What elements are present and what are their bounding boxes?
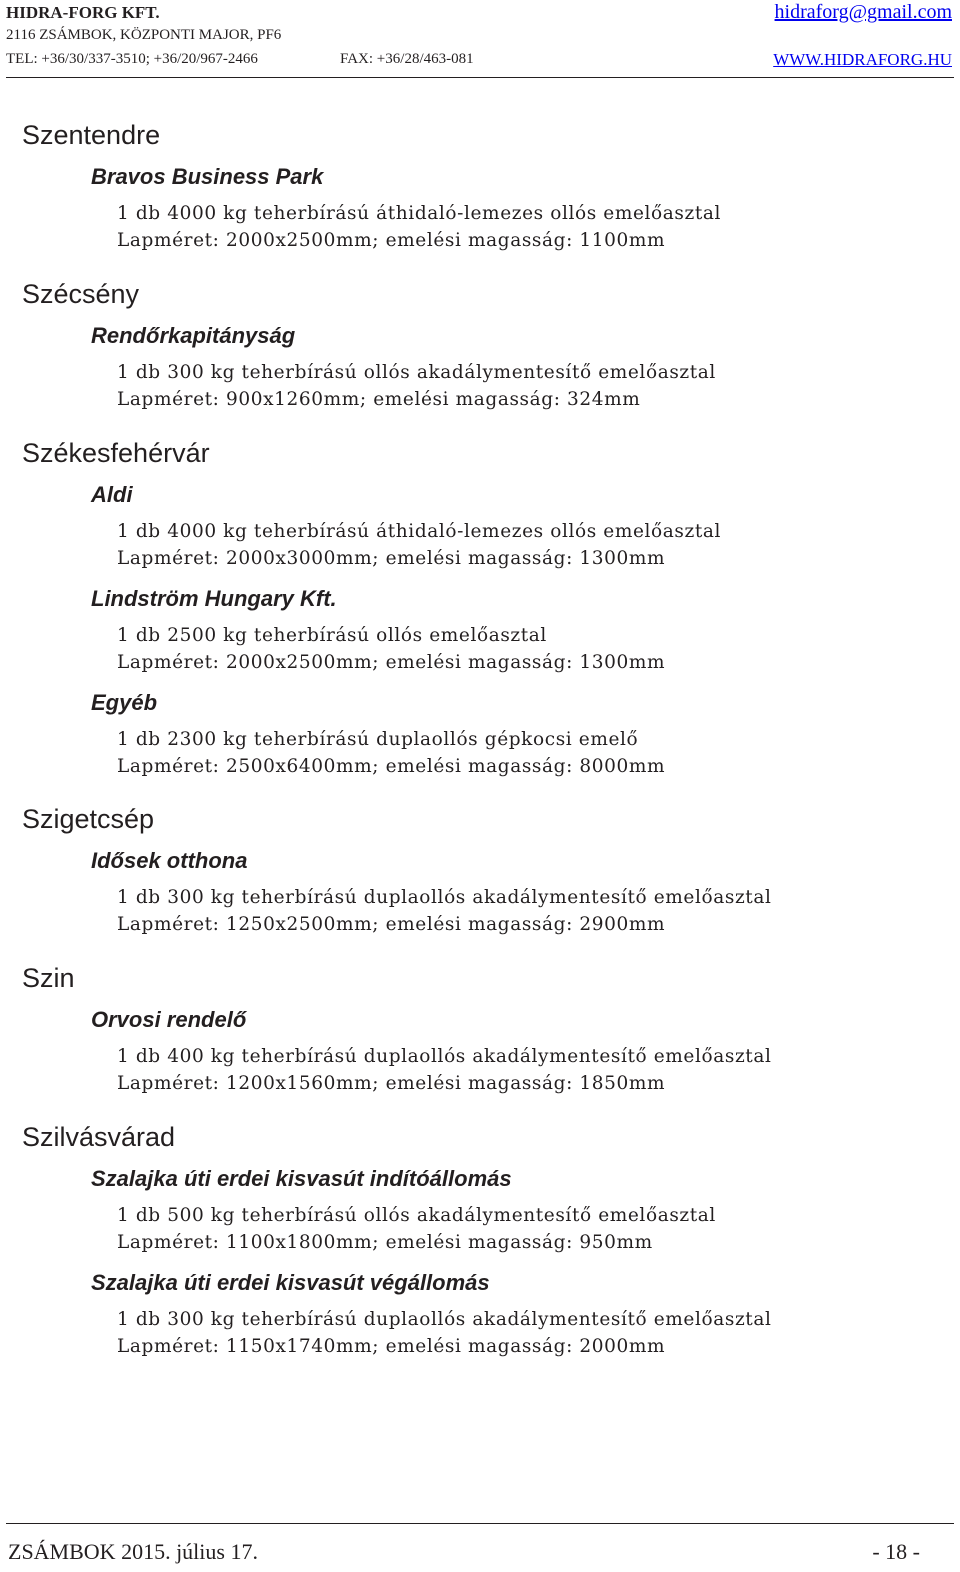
city-heading: Szentendre (22, 120, 161, 150)
site-name: Lindström Hungary Kft. (91, 586, 337, 611)
city-heading: Székesfehérvár (22, 438, 210, 468)
equipment-description: 1 db 300 kg teherbírású duplaollós akadálymentesítő emelőasztal (117, 887, 772, 908)
site-name: Szalajka úti erdei kisvasút végállomás (91, 1270, 490, 1295)
company-fax: FAX: +36/28/463-081 (340, 51, 474, 67)
equipment-specs: Lapméret: 2000x3000mm; emelési magasság: 1300mm (117, 548, 666, 569)
equipment-specs: Lapméret: 1150x1740mm; emelési magasság: 2000mm (117, 1336, 666, 1357)
header-divider (6, 77, 954, 78)
company-address: 2116 ZSÁMBOK, KÖZPONTI MAJOR, PF6 (6, 27, 282, 43)
equipment-description: 1 db 300 kg teherbírású duplaollós akadálymentesítő emelőasztal (117, 1309, 772, 1330)
city-heading: Szigetcsép (22, 804, 155, 834)
equipment-specs: Lapméret: 2000x2500mm; emelési magasság: 1100mm (117, 230, 666, 251)
equipment-specs: Lapméret: 1250x2500mm; emelési magasság: 2900mm (117, 914, 666, 935)
equipment-description: 1 db 4000 kg teherbírású áthidaló-lemezes ollós emelőasztal (117, 521, 722, 542)
equipment-description: 1 db 4000 kg teherbírású áthidaló-lemezes ollós emelőasztal (117, 203, 722, 224)
site-name: Aldi (91, 482, 133, 507)
site-name: Egyéb (91, 690, 158, 715)
site-name: Idősek otthona (91, 848, 248, 873)
equipment-description: 1 db 2300 kg teherbírású duplaollós gépkocsi emelő (117, 729, 639, 750)
footer-divider (6, 1523, 954, 1524)
equipment-description: 1 db 300 kg teherbírású ollós akadálymentesítő emelőasztal (117, 362, 716, 383)
equipment-specs: Lapméret: 1200x1560mm; emelési magasság: 1850mm (117, 1073, 666, 1094)
equipment-specs: Lapméret: 900x1260mm; emelési magasság: 324mm (117, 389, 641, 410)
city-heading: Szilvásvárad (22, 1122, 176, 1152)
site-name: Orvosi rendelő (91, 1007, 247, 1032)
equipment-description: 1 db 500 kg teherbírású ollós akadálymentesítő emelőasztal (117, 1205, 716, 1226)
footer-date: ZSÁMBOK 2015. július 17. (8, 1539, 258, 1564)
equipment-specs: Lapméret: 1100x1800mm; emelési magasság: 950mm (117, 1232, 653, 1253)
city-heading: Szin (22, 963, 75, 993)
equipment-specs: Lapméret: 2500x6400mm; emelési magasság: 8000mm (117, 756, 666, 777)
website-link[interactable]: WWW.HIDRAFORG.HU (773, 50, 952, 69)
email-link[interactable]: hidraforg@gmail.com (774, 1, 952, 23)
equipment-specs: Lapméret: 2000x2500mm; emelési magasság: 1300mm (117, 652, 666, 673)
site-name: Bravos Business Park (91, 164, 324, 189)
equipment-description: 1 db 400 kg teherbírású duplaollós akadálymentesítő emelőasztal (117, 1046, 772, 1067)
letterhead (0, 0, 960, 84)
company-name: HIDRA-FORG KFT. (6, 3, 160, 22)
site-name: Rendőrkapitányság (91, 323, 296, 348)
site-name: Szalajka úti erdei kisvasút indítóállomás (91, 1166, 512, 1191)
page-number: - 18 - (872, 1539, 920, 1564)
company-phone: TEL: +36/30/337-3510; +36/20/967-2466 (6, 51, 258, 67)
city-heading: Szécsény (22, 279, 140, 309)
equipment-description: 1 db 2500 kg teherbírású ollós emelőasztal (117, 625, 547, 646)
